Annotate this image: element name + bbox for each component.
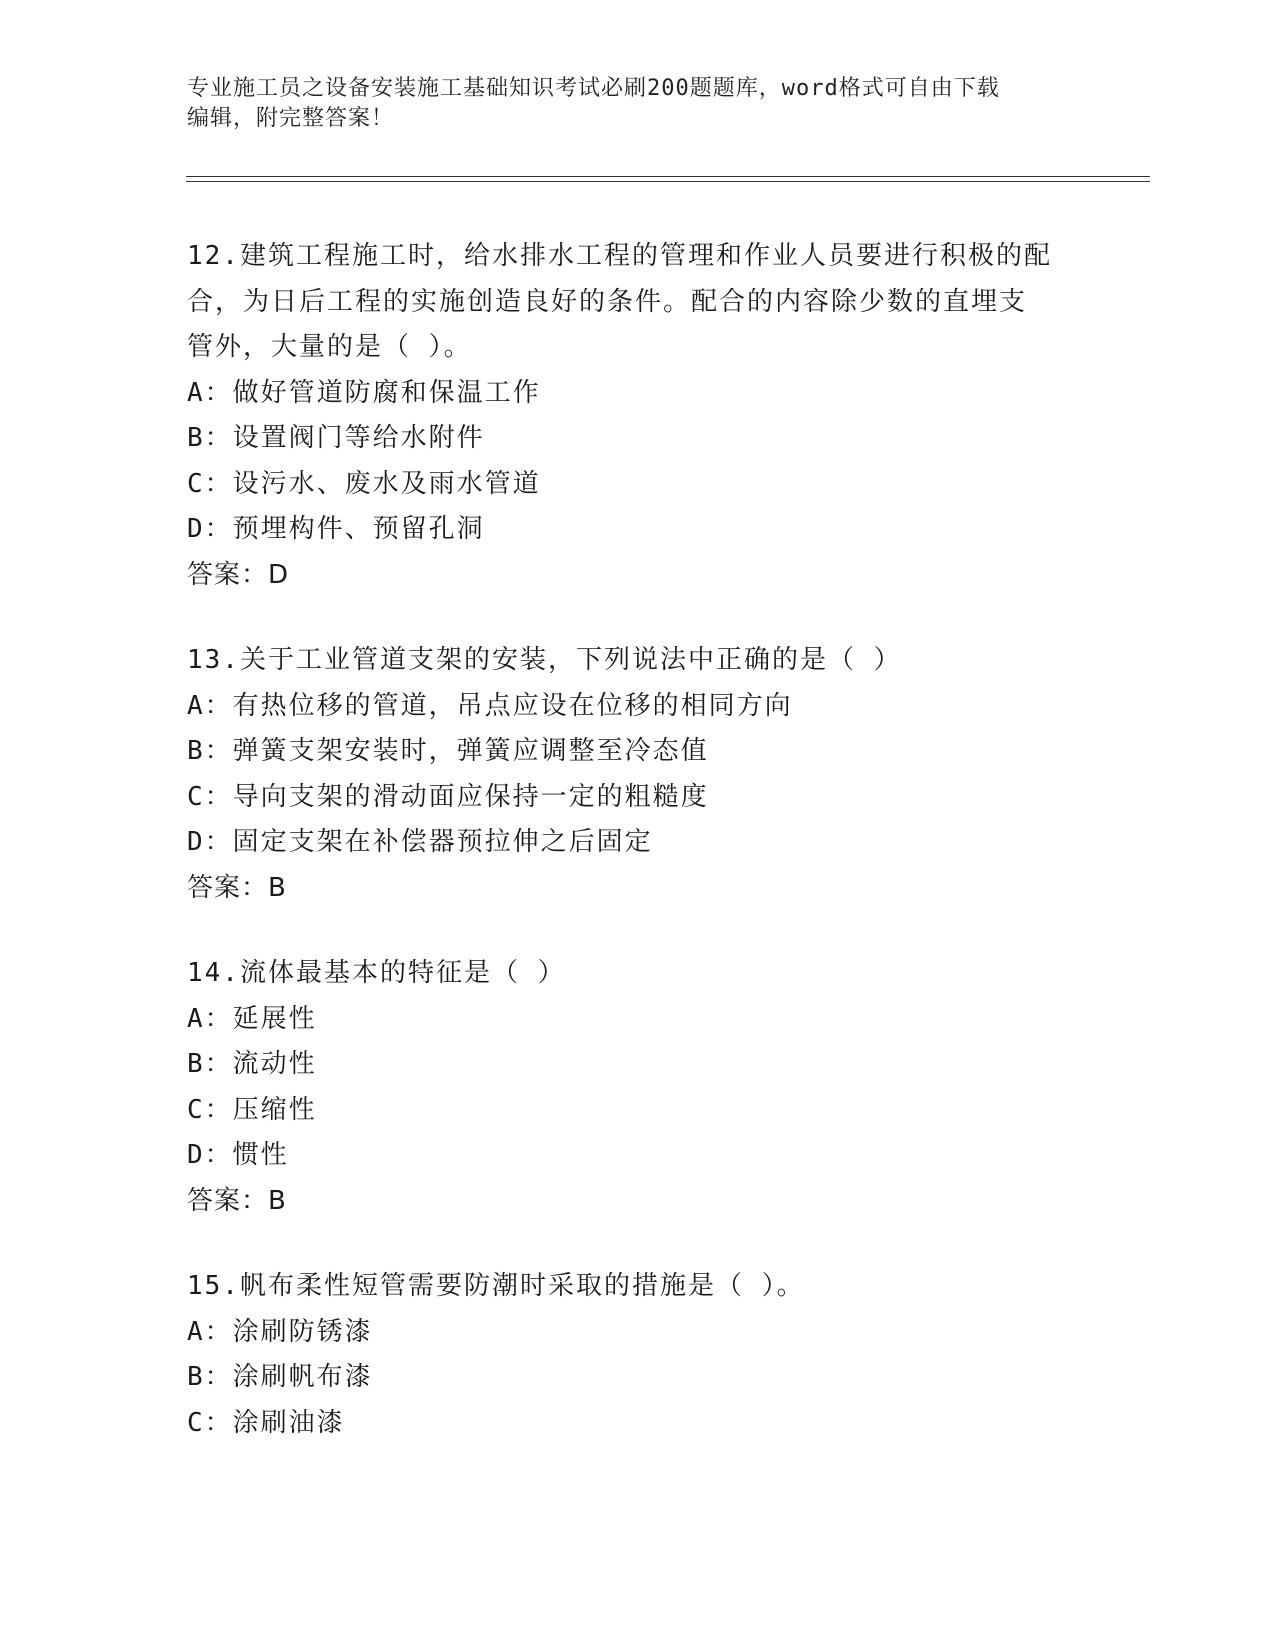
question-13 <box>187 638 1087 911</box>
option-c: C：压缩性 <box>187 1094 317 1125</box>
question-14 <box>187 951 1087 1224</box>
answer-key: 答案：D <box>187 559 290 590</box>
option-b: B：流动性 <box>187 1049 317 1079</box>
answer-key: 答案：B <box>187 1185 287 1216</box>
option-b: B：弹簧支架安装时，弹簧应调整至冷态值 <box>187 736 709 766</box>
option-d: D：预埋构件、预留孔洞 <box>187 514 485 544</box>
question-15 <box>187 1264 1087 1446</box>
option-c: C：导向支架的滑动面应保持一定的粗糙度 <box>187 781 709 812</box>
option-a: A：延展性 <box>187 1003 317 1034</box>
question-12 <box>187 234 1087 598</box>
question-stem-line: 15.帆布柔性短管需要防潮时采取的措施是（ ）。 <box>187 1271 805 1301</box>
answer-key: 答案：B <box>187 872 287 903</box>
question-list <box>187 234 1087 1486</box>
question-stem-line: 12.建筑工程施工时，给水排水工程的管理和作业人员要进行积极的配 <box>187 241 1052 271</box>
question-stem-line: 管外，大量的是（ ）。 <box>187 332 472 362</box>
option-a: A：有热位移的管道，吊点应设在位移的相同方向 <box>187 690 793 721</box>
option-c: C：涂刷油漆 <box>187 1407 345 1438</box>
page-header <box>187 74 1067 134</box>
option-a: A：涂刷防锈漆 <box>187 1316 373 1347</box>
header-line-1: 专业施工员之设备安装施工基础知识考试必刷200题题库，word格式可自由下载 <box>187 76 1000 101</box>
option-b: B：设置阀门等给水附件 <box>187 423 485 453</box>
option-d: D：惯性 <box>187 1140 289 1170</box>
question-stem-line: 13.关于工业管道支架的安装，下列说法中正确的是（ ） <box>187 645 902 675</box>
option-b: B：涂刷帆布漆 <box>187 1362 373 1392</box>
question-stem-line: 合，为日后工程的实施创造良好的条件。配合的内容除少数的直埋支 <box>187 286 1028 317</box>
header-line-2: 编辑，附完整答案！ <box>187 106 395 131</box>
option-d: D：固定支架在补偿器预拉伸之后固定 <box>187 827 653 857</box>
option-a: A：做好管道防腐和保温工作 <box>187 377 541 408</box>
header-double-rule <box>186 176 1150 182</box>
question-stem-line: 14.流体最基本的特征是（ ） <box>187 958 566 988</box>
option-c: C：设污水、废水及雨水管道 <box>187 468 541 499</box>
